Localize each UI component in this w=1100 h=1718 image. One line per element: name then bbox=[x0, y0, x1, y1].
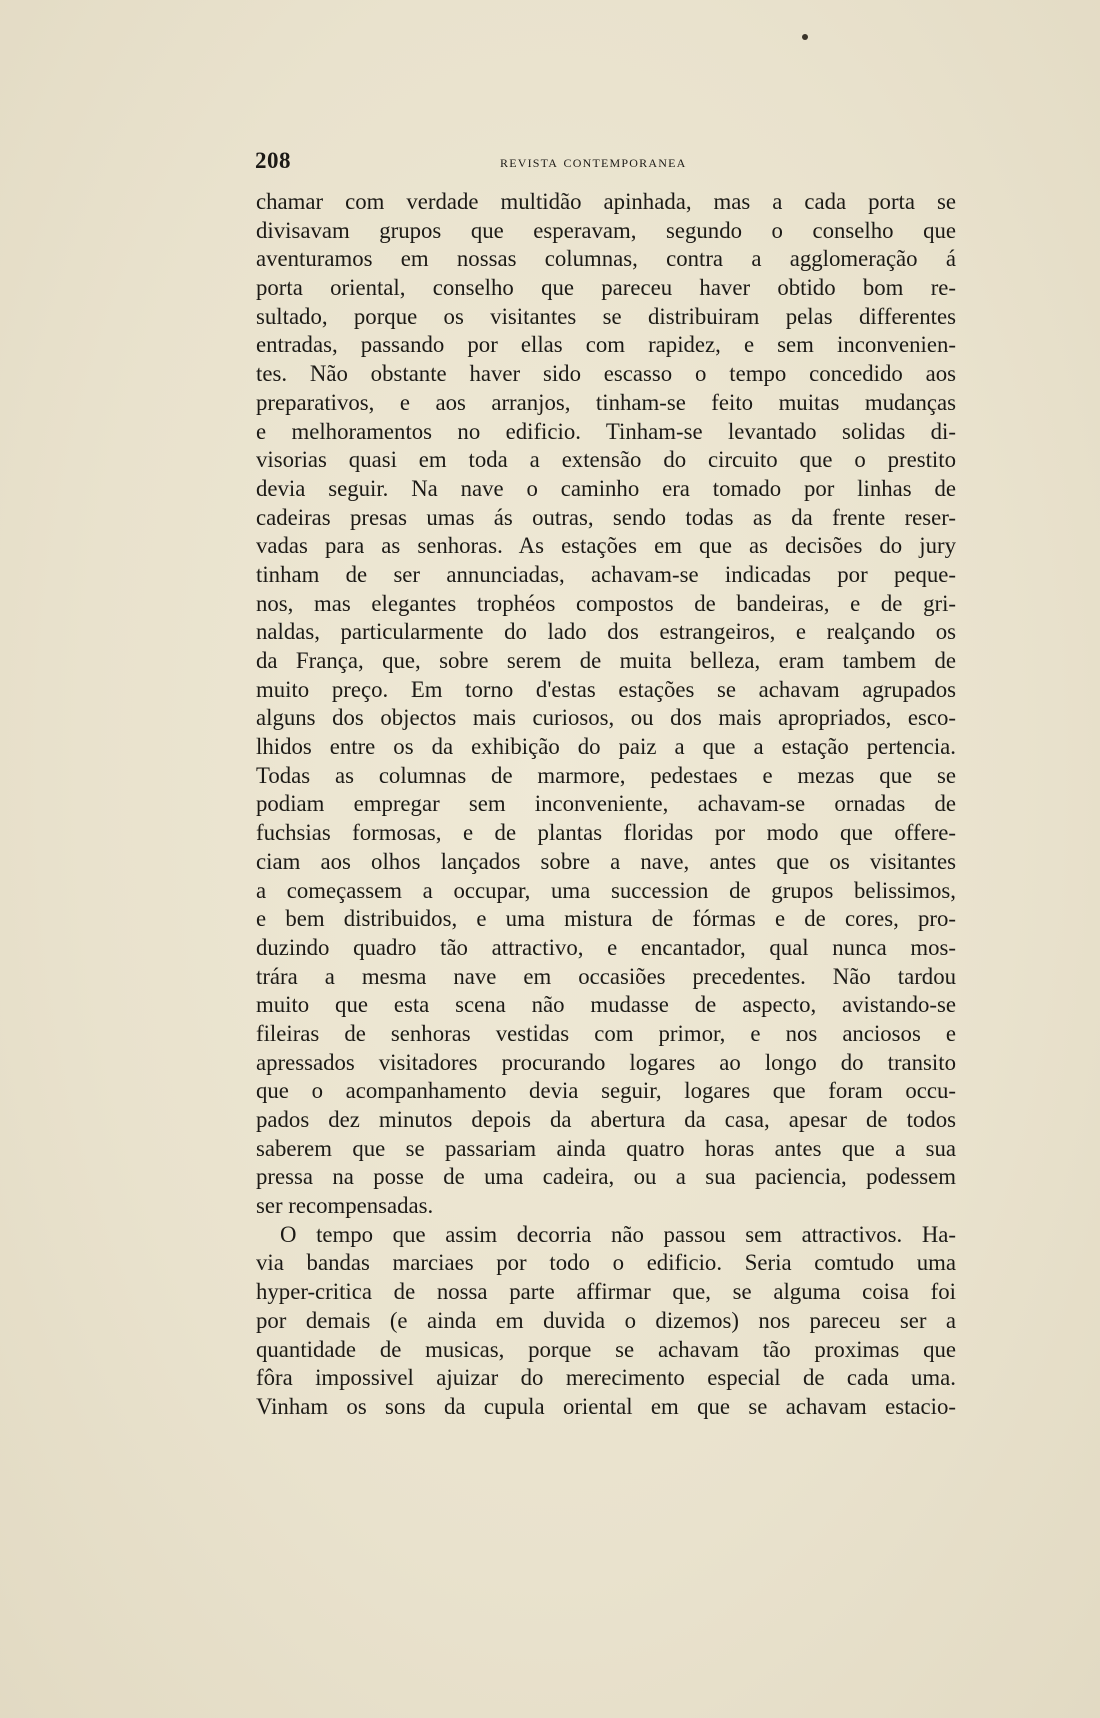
text-line: trára a mesma nave em occasiões precedentes. Não tardou bbox=[256, 963, 956, 989]
text-line: naldas, particularmente do lado dos estrangeiros, e realçando os bbox=[256, 619, 956, 645]
text-line: saberem que se passariam ainda quatro horas antes que a sua bbox=[256, 1135, 956, 1161]
text-line: Todas as columnas de marmore, pedestaes e mezas que se bbox=[256, 762, 956, 788]
paragraph-2 bbox=[256, 1221, 956, 1422]
text-line: podiam empregar sem inconveniente, achavam-se ornadas de bbox=[256, 791, 956, 817]
text-line: que o acompanhamento devia seguir, logares que foram occu- bbox=[256, 1078, 956, 1104]
text-line: por demais (e ainda em duvida o dizemos) nos pareceu ser a bbox=[256, 1307, 956, 1333]
text-line: cadeiras presas umas ás outras, sendo todas as da frente reser- bbox=[256, 504, 956, 530]
page-number: 208 bbox=[255, 148, 291, 173]
text-line: muito que esta scena não mudasse de aspecto, avistando-se bbox=[256, 992, 956, 1018]
text-line: porta oriental, conselho que pareceu haver obtido bom re- bbox=[256, 275, 956, 301]
text-line: aventuramos em nossas columnas, contra a agglomeração á bbox=[256, 246, 956, 272]
text-line: fôra impossivel ajuizar do merecimento especial de cada uma. bbox=[256, 1365, 956, 1391]
text-line: via bandas marciaes por todo o edificio. Seria comtudo uma bbox=[256, 1250, 956, 1276]
running-title: revista contemporanea bbox=[500, 152, 687, 171]
text-line: fuchsias formosas, e de plantas floridas por modo que offere- bbox=[256, 820, 956, 846]
text-line: quantidade de musicas, porque se achavam tão proximas que bbox=[256, 1336, 956, 1362]
text-line: vadas para as senhoras. As estações em que as decisões do jury bbox=[256, 533, 956, 559]
text-line: pados dez minutos depois da abertura da casa, apesar de todos bbox=[256, 1107, 956, 1132]
text-line: divisavam grupos que esperavam, segundo o conselho que bbox=[256, 217, 956, 243]
text-line: ser recompensadas. bbox=[256, 1193, 434, 1219]
text-line: visorias quasi em toda a extensão do circuito que o prestito bbox=[256, 447, 956, 473]
ink-speck bbox=[802, 34, 808, 40]
text-line: tes. Não obstante haver sido escasso o tempo concedido aos bbox=[256, 361, 956, 387]
text-line: O tempo que assim decorria não passou sem attractivos. Ha- bbox=[280, 1221, 956, 1247]
text-line: apressados visitadores procurando logares ao longo do transito bbox=[256, 1049, 956, 1075]
text-line: lhidos entre os da exhibição do paiz a que a estação pertencia. bbox=[256, 734, 956, 760]
text-line: a começassem a occupar, uma succession de grupos belissimos, bbox=[256, 877, 956, 903]
text-line: e melhoramentos no edificio. Tinham-se levantado solidas di- bbox=[256, 418, 956, 444]
text-line: devia seguir. Na nave o caminho era tomado por linhas de bbox=[256, 475, 956, 501]
text-line: tinham de ser annunciadas, achavam-se indicadas por peque- bbox=[256, 561, 956, 587]
paragraph-1 bbox=[256, 188, 956, 1221]
text-line: alguns dos objectos mais curiosos, ou dos mais apropriados, esco- bbox=[256, 705, 956, 731]
text-line: chamar com verdade multidão apinhada, mas a cada porta se bbox=[256, 189, 956, 214]
text-line: Vinham os sons da cupula oriental em que se achavam estacio- bbox=[256, 1393, 956, 1419]
text-line: fileiras de senhoras vestidas com primor, e nos anciosos e bbox=[256, 1020, 956, 1046]
text-line: da França, que, sobre serem de muita belleza, eram tambem de bbox=[256, 648, 956, 673]
text-line: nos, mas elegantes trophéos compostos de bandeiras, e de gri- bbox=[256, 590, 956, 616]
text-line: entradas, passando por ellas com rapidez, e sem inconvenien- bbox=[256, 332, 956, 358]
text-line: preparativos, e aos arranjos, tinham-se feito muitas mudanças bbox=[256, 389, 956, 415]
body-text bbox=[256, 188, 956, 1422]
text-line: muito preço. Em torno d'estas estações se achavam agrupados bbox=[256, 676, 956, 702]
text-line: duzindo quadro tão attractivo, e encantador, qual nunca mos- bbox=[256, 934, 956, 960]
text-line: hyper-critica de nossa parte affirmar que, se alguma coisa foi bbox=[256, 1279, 956, 1305]
text-line: ciam aos olhos lançados sobre a nave, antes que os visitantes bbox=[256, 848, 956, 874]
text-line: pressa na posse de uma cadeira, ou a sua paciencia, podessem bbox=[256, 1164, 956, 1190]
text-line: sultado, porque os visitantes se distribuiram pelas differentes bbox=[256, 303, 956, 329]
page-header bbox=[255, 148, 955, 178]
text-line: e bem distribuidos, e uma mistura de fórmas e de cores, pro- bbox=[256, 906, 956, 932]
